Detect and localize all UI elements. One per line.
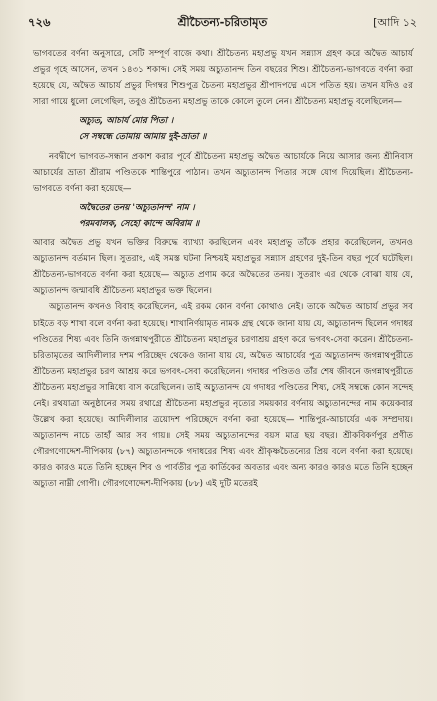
page-number: ৭২৬ [28,15,51,29]
section-label: [আদি ১২ [373,16,417,29]
verse-line: পরমবালক, সেহো কান্দে অবিরাম ॥ [79,218,200,229]
paragraph: অচ্যুতানন্দ কখনও বিবাহ করেছিলেন, এই রকম কোন বর্ণনা কোথাও নেই। তাকে অদ্বৈত আচার্য প্রভুর সব চাইতে বড় শাখা বলে বর্ণনা করা হয়েছে। শাখানির্ণয়ামৃত নামক গ্রন্থ থেকে জানা যায় যে, অচ্যুতানন্দ ছিলেন গদাধর পণ্ডিতের শিষ্য এবং তিনি জগন্নাথপুরীতে শ্রীচৈতন্য মহাপ্রভুর চরণাশ্রয় গ্রহণ করে ভগবৎ-সেবা করেন। শ্রীচৈতন্য-চরিতামৃতের আদিলীলার দশম পরিচ্ছেদ থেকেও জানা যায় যে, অদ্বৈত আচার্যের পুত্র অচ্যুতানন্দ জগন্নাথপুরীতে শ্রীচৈতন্য মহাপ্রভুর চরণ আশ্রয় করে ভগবৎ-সেবা করেছিলেন। গদাধর পণ্ডিতও তাঁর শেষ জীবনে জগন্নাথপুরীতে শ্রীচৈতন্য মহাপ্রভুর সান্নিধ্যে বাস করেছিলেন। তাই অচ্যুতানন্দ যে গদাধর পণ্ডিতের শিষ্য, সেই সম্বন্ধে কোন সন্দেহ নেই। রথযাত্রা অনুষ্ঠানের সময় রথাগ্রে শ্রীচৈতন্য মহাপ্রভুর নৃত্যের সময়কার বর্ণনায় অচ্যুতানন্দের নাম কয়েকবার উল্লেখ করা হয়েছে। আদিলীলার ত্রয়োদশ পরিচ্ছেদে বর্ণনা করা হয়েছে— শান্তিপুর-আচার্যের এক সম্প্রদায়। অচ্যুতানন্দ নাচে তাহাঁ আর সব গায়॥ সেই সময় অচ্যুতানন্দের বয়স মাত্র ছয় বছর। শ্রীকবিকর্ণপুর প্রণীত গৌরগণোদ্দেশ-দীপিকায় (৮৭) অচ্যুতানন্দকে গদাধরের শিষ্য এবং শ্রীকৃষ্ণচৈতন্যের প্রিয় বলে বর্ণনা করা হয়েছে। কারও কারও মতে তিনি হচ্ছেন শিব ও পার্বতীর পুত্র কার্তিকের অবতার এবং অন্য কারও কারও মতে তিনি হচ্ছেন অচ্যুতা নাম্নী গোপী। গৌরগণোদ্দেশ-দীপিকায় (৮৮) এই দুটি মতেরই [33,302,413,490]
verse-block [33,200,413,232]
verse-line: অচ্যুত, আচার্য মোর পিতা । [79,116,174,127]
paragraph: আবার অদ্বৈত প্রভু যখন ভক্তির বিরুদ্ধে ব্যাখ্যা করছিলেন এবং মহাপ্রভু তাঁকে প্রহার করেছিলেন, তখনও অচ্যুতানন্দ বর্তমান ছিল। সুতরাং, এই সমস্ত ঘটনা নিশ্চয়ই মহাপ্রভুর সন্ন্যাস গ্রহণের দুই-তিন বছর পূর্বে ঘটেছিল। শ্রীচৈতন্য-ভাগবতে বর্ণনা করা হয়েছে— অচ্যুত প্রণাম করে অদ্বৈতের তনয়। সুতরাং এর থেকে বোঝা যায় যে, অচ্যুতানন্দ জন্মাবধি শ্রীচৈতন্য মহাপ্রভুর ভক্ত ছিলেন। [33,238,413,297]
verse-block [33,113,413,145]
paragraph: নবদ্বীপে ভাগবত-সন্ধান প্রকাশ করার পূর্বে শ্রীচৈতন্য মহাপ্রভু অদ্বৈত আচার্যকে নিয়ে আসার জন্য শ্রীনিবাস আচার্যের ভ্রাতা শ্রীরাম পণ্ডিতকে শান্তিপুরে পাঠান। তখন অচ্যুতানন্দ পিতার সঙ্গে যোগ দিয়েছিল। শ্রীচৈতন্য-ভাগবতে বর্ণনা করা হয়েছে— [33,151,413,194]
page-body [33,46,413,493]
page-header [28,10,417,32]
verse-line: সে সম্বন্ধে তোমায় আমায় দুই-ভ্রাতা ॥ [79,132,207,143]
running-title: শ্রীচৈতন্য-চরিতামৃত [177,15,268,29]
paragraph: ভাগবতের বর্ণনা অনুসারে, সেটি সম্পূর্ণ বাজে কথা। শ্রীচৈতন্য মহাপ্রভু যখন সন্ন্যাস গ্রহণ করে অদ্বৈত আচার্য প্রভুর গৃহে আসেন, তখন ১৪৩১ শকাব্দ। সেই সময় অচ্যুতানন্দ তিন বছরের শিশু। শ্রীচৈতন্য-ভাগবতে বর্ণনা করা হয়েছে যে, অদ্বৈত আচার্য প্রভুর দিগম্বর শিশুপুত্র চৈতন্য মহাপ্রভুর শ্রীপাদপদ্মে এসে পতিত হয়। তখন যদিও ৫র সারা গায়ে ধুলো লেগেছিল, তবুও শ্রীচৈতন্য মহাপ্রভু তাকে কোলে তুলে নেন। শ্রীচৈতন্য মহাপ্রভু বলেছিলেন— [33,49,413,108]
verse-line: অদ্বৈতের তনয় 'অচ্যুতানন্দ' নাম । [79,202,195,213]
